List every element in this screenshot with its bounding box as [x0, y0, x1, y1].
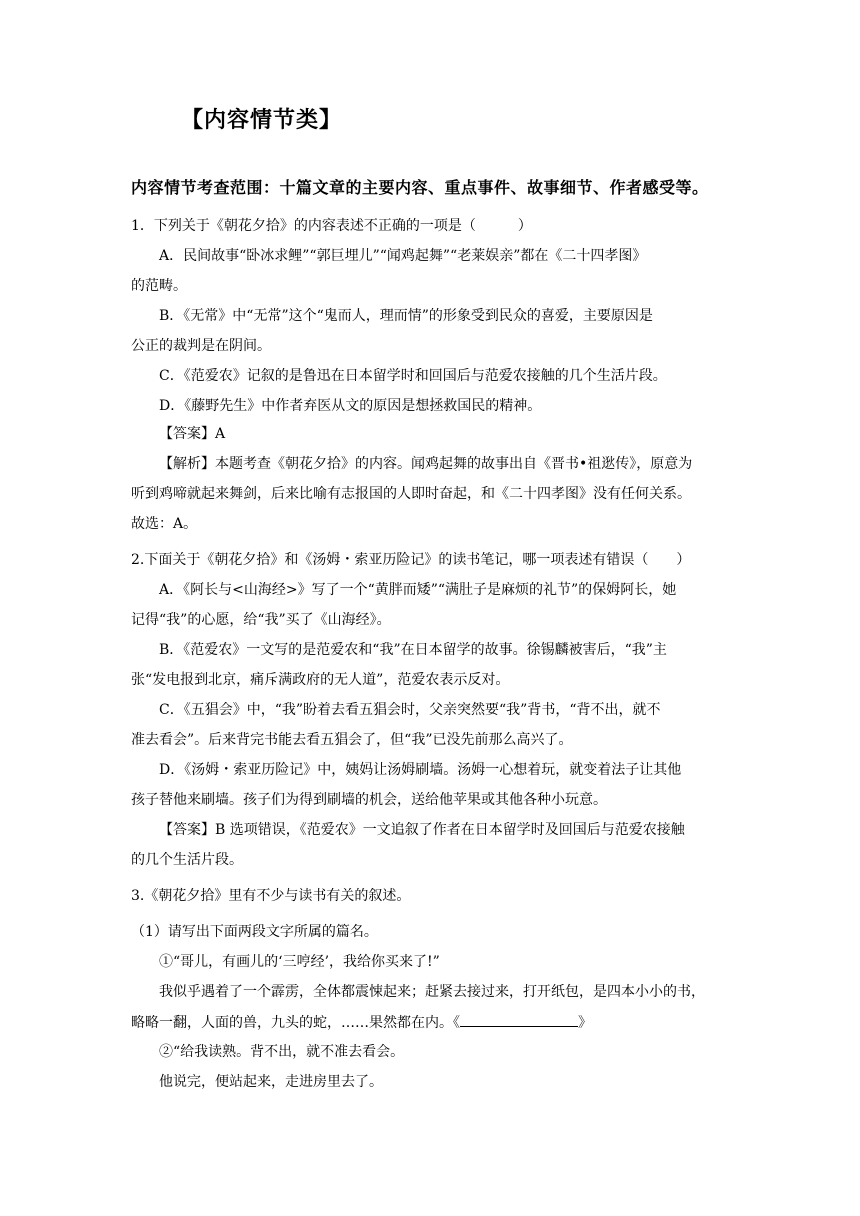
q1-analysis-line3: 故选：A。: [131, 516, 198, 532]
section-title: 【内容情节类】: [181, 108, 343, 133]
q1-option-b-line1: B．《无常》中“无常”这个“鬼而人，理而情”的形象受到民众的喜爱，主要原因是: [159, 308, 653, 324]
exam-scope-heading: 内容情节考查范围：十篇文章的主要内容、重点事件、故事细节、作者感受等。: [131, 178, 709, 197]
q3-passage-1-bracket: 》: [578, 1015, 592, 1031]
q1-option-b-line2: 公正的裁判是在阴间。: [131, 338, 271, 354]
q3-passage-1-line2: [131, 1012, 592, 1033]
q1-analysis-line1: 【解析】本题考查《朝花夕拾》的内容。闻鸡起舞的故事出自《晋书•祖逖传》，原意为: [159, 456, 693, 472]
q1-option-a-line1: A．民间故事“卧冰求鲤”“郭巨埋儿”“闻鸡起舞”“老莱娱亲”都在《二十四孝图》: [159, 248, 647, 264]
q1-analysis-line2: 听到鸡啼就起来舞剑，后来比喻有志报国的人即时奋起，和《二十四孝图》没有任何关系。: [131, 486, 691, 502]
q2-option-c-line2: 准去看会”。后来背完书能去看五猖会了，但“我”已没先前那么高兴了。: [131, 732, 573, 748]
q2-option-b-line2: 张“发电报到北京，痛斥满政府的无人道”，范爱农表示反对。: [131, 672, 510, 688]
q2-option-c-line1: C．《五猖会》中，“我”盼着去看五猖会时，父亲突然要“我”背书，“背不出，就不: [159, 702, 661, 718]
q1-option-c: C．《范爱农》记叙的是鲁迅在日本留学时和回国后与范爱农接触的几个生活片段。: [159, 368, 667, 384]
q3-passage-1-quote: ①“哥儿，有画儿的‘三哼经’，我给你买来了!”: [159, 954, 440, 970]
q3-passage-2-line: 他说完，便站起来，走进房里去了。: [159, 1074, 383, 1090]
q3-passage-1-text: 略略一翻，人面的兽，九头的蛇，……果然都在内。《: [131, 1015, 460, 1031]
q2-option-d-line1: D．《汤姆・索亚历险记》中，姨妈让汤姆刷墙。汤姆一心想着玩，就变着法子让其他: [159, 762, 682, 778]
q2-answer-line2: 的几个生活片段。: [131, 852, 243, 868]
q3-passage-2-quote: ②“给我读熟。背不出，就不准去看会。: [159, 1044, 405, 1060]
q2-option-a-line1: A．《阿长与<山海经>》写了一个“黄胖而矮”“满肚子是麻烦的礼节”的保姆阿长，她: [159, 582, 677, 598]
q2-option-b-line1: B．《范爱农》一文写的是范爱农和“我”在日本留学的故事。徐锡麟被害后，“我”主: [159, 642, 667, 658]
q2-option-a-line2: 记得“我”的心愿，给“我”买了《山海经》。: [131, 612, 391, 628]
q3-passage-1-line1: 我似乎遇着了一个霹雳，全体都震悚起来；赶紧去接过来，打开纸包，是四本小小的书，: [159, 984, 705, 1000]
q3-subquestion-1: （1）请写出下面两段文字所属的篇名。: [131, 924, 378, 940]
q2-answer-line1: 【答案】B 选项错误，《范爱农》一文追叙了作者在日本留学时及回国后与范爱农接触: [159, 822, 685, 838]
q2-stem: 2.下面关于《朝花夕拾》和《汤姆・索亚历险记》的读书笔记，哪一项表述有错误（ ）: [131, 552, 691, 568]
q1-option-a-line2: 的范畴。: [131, 278, 187, 294]
q3-stem: 3.《朝花夕拾》里有不少与读书有关的叙述。: [131, 888, 411, 904]
q1-stem: 1．下列关于《朝花夕拾》的内容表述不正确的一项是（ ）: [131, 218, 532, 234]
q1-option-d: D．《藤野先生》中作者弃医从文的原因是想拯救国民的精神。: [159, 398, 542, 414]
q1-answer: 【答案】A: [159, 426, 226, 442]
q2-option-d-line2: 孩子替他来刷墙。孩子们为得到刷墙的机会，送给他苹果或其他各种小玩意。: [131, 792, 607, 808]
answer-blank[interactable]: [460, 1012, 578, 1027]
